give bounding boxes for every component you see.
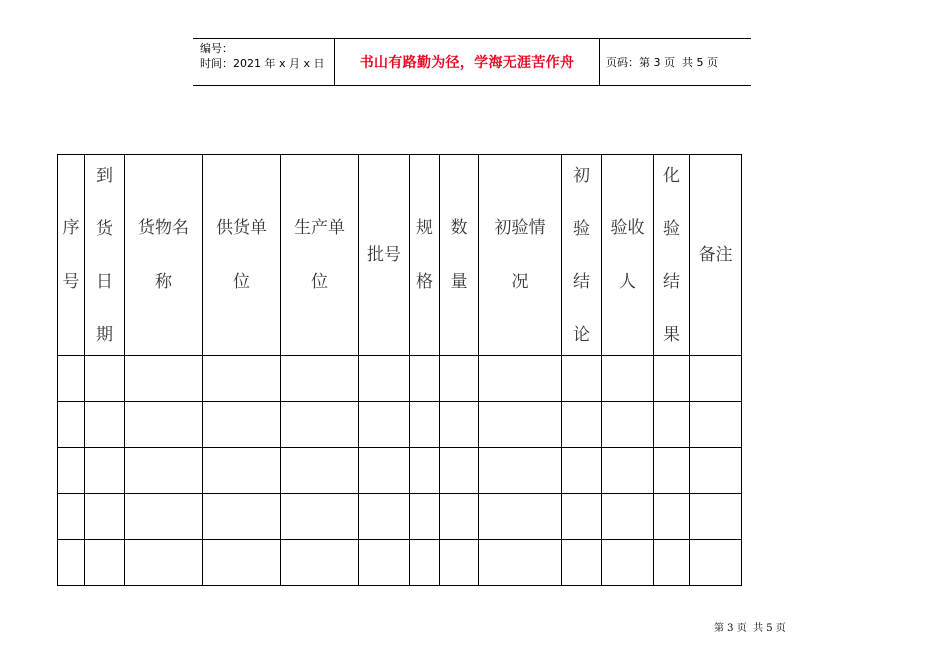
table-cell[interactable] (602, 448, 654, 494)
table-cell[interactable] (410, 356, 440, 402)
column-header-text: 备注 (698, 245, 733, 265)
column-header-text: 结 (663, 271, 680, 292)
goods-receipt-table (57, 154, 742, 586)
table-cell[interactable] (690, 402, 742, 448)
table-cell[interactable] (440, 494, 479, 540)
table-cell[interactable] (203, 540, 281, 586)
header-motto: 书山有路勤为径，学海无涯苦作舟 (359, 55, 575, 71)
table-cell[interactable] (690, 540, 742, 586)
table-cell[interactable] (281, 540, 359, 586)
table-cell[interactable] (562, 448, 602, 494)
table-cell[interactable] (654, 540, 690, 586)
table-cell[interactable] (562, 494, 602, 540)
serial-label: 编号： (200, 42, 233, 55)
column-header-text: 日 (96, 271, 113, 292)
column-header (203, 155, 281, 356)
table-cell[interactable] (281, 494, 359, 540)
table-cell[interactable] (125, 402, 203, 448)
table-cell[interactable] (125, 540, 203, 586)
header-divider (599, 39, 600, 85)
table-cell[interactable] (654, 356, 690, 402)
table-cell[interactable] (281, 402, 359, 448)
table-cell[interactable] (602, 494, 654, 540)
column-header-text: 验 (573, 218, 590, 239)
table-row (58, 356, 742, 402)
column-header-text: 人 (619, 272, 636, 292)
table-cell[interactable] (203, 494, 281, 540)
column-header (654, 155, 690, 356)
header-page-info: 页码：第 3 页 共 5 页 (606, 56, 718, 69)
column-header-text: 量 (450, 272, 468, 292)
table-cell[interactable] (58, 540, 85, 586)
table-cell[interactable] (359, 448, 410, 494)
table-cell[interactable] (359, 356, 410, 402)
column-header-text: 化 (663, 165, 680, 186)
table-cell[interactable] (203, 448, 281, 494)
table-cell[interactable] (602, 540, 654, 586)
column-header-text: 结 (573, 271, 590, 292)
column-header-text: 期 (96, 324, 113, 345)
table-row (58, 494, 742, 540)
table-cell[interactable] (654, 448, 690, 494)
table-cell[interactable] (562, 356, 602, 402)
table-cell[interactable] (359, 494, 410, 540)
table-cell[interactable] (562, 540, 602, 586)
page-header (193, 38, 751, 86)
table-cell[interactable] (58, 402, 85, 448)
column-header-text: 生产单 (294, 218, 345, 238)
table-cell[interactable] (125, 448, 203, 494)
table-cell[interactable] (281, 356, 359, 402)
table-cell[interactable] (440, 402, 479, 448)
column-header (359, 155, 410, 356)
header-meta (200, 41, 325, 71)
column-header (479, 155, 562, 356)
table-cell[interactable] (85, 356, 125, 402)
column-header (410, 155, 440, 356)
table-cell[interactable] (58, 494, 85, 540)
table-cell[interactable] (479, 540, 562, 586)
table-cell[interactable] (654, 402, 690, 448)
table-cell[interactable] (410, 540, 440, 586)
table-cell[interactable] (562, 402, 602, 448)
column-header (125, 155, 203, 356)
column-header-text: 位 (233, 272, 250, 292)
table-cell[interactable] (359, 540, 410, 586)
column-header-text: 初 (573, 165, 590, 186)
table-cell[interactable] (85, 402, 125, 448)
column-header-text: 验 (663, 218, 680, 239)
column-header-text: 位 (311, 272, 328, 292)
table-row (58, 540, 742, 586)
column-header (85, 155, 125, 356)
column-header-text: 况 (511, 272, 529, 292)
column-header-text: 称 (155, 272, 172, 292)
column-header (690, 155, 742, 356)
table-cell[interactable] (440, 448, 479, 494)
table-cell[interactable] (410, 494, 440, 540)
column-header-text: 论 (573, 324, 590, 345)
table-cell[interactable] (479, 494, 562, 540)
table-cell[interactable] (85, 448, 125, 494)
table-cell[interactable] (203, 402, 281, 448)
column-header (602, 155, 654, 356)
table-cell[interactable] (85, 494, 125, 540)
column-header-text: 验收 (610, 218, 645, 238)
table-cell[interactable] (602, 402, 654, 448)
table-cell[interactable] (690, 494, 742, 540)
column-header-text: 号 (62, 272, 80, 292)
column-header-text: 果 (663, 324, 680, 345)
column-header-text: 格 (416, 272, 433, 292)
column-header-text: 货 (96, 218, 113, 239)
footer-page-info: 第 3 页 共 5 页 (714, 623, 786, 634)
table-cell[interactable] (602, 356, 654, 402)
table-header-row (58, 155, 742, 356)
table-cell[interactable] (690, 448, 742, 494)
table-cell[interactable] (58, 448, 85, 494)
table-row (58, 402, 742, 448)
table-cell[interactable] (410, 402, 440, 448)
column-header (440, 155, 479, 356)
time-label: 时间：2021 年 x 月 x 日 (200, 57, 325, 70)
column-header (58, 155, 85, 356)
table-row (58, 448, 742, 494)
table-cell[interactable] (125, 494, 203, 540)
table-cell[interactable] (690, 356, 742, 402)
column-header-text: 批号 (367, 245, 401, 265)
table-cell[interactable] (410, 448, 440, 494)
table-cell[interactable] (479, 448, 562, 494)
table-cell[interactable] (654, 494, 690, 540)
column-header-text: 规 (416, 218, 433, 238)
column-header-text: 供货单 (216, 218, 267, 238)
table-cell[interactable] (479, 402, 562, 448)
column-header (281, 155, 359, 356)
table-cell[interactable] (125, 356, 203, 402)
column-header-text: 货物名 (138, 218, 189, 238)
column-header-text: 初验情 (494, 218, 546, 238)
table-cell[interactable] (203, 356, 281, 402)
column-header-text: 到 (96, 165, 113, 186)
table-cell[interactable] (479, 356, 562, 402)
column-header-text: 数 (450, 218, 468, 238)
table-cell[interactable] (281, 448, 359, 494)
table-cell[interactable] (440, 540, 479, 586)
column-header (562, 155, 602, 356)
column-header-text: 序 (62, 218, 80, 238)
table-cell[interactable] (58, 356, 85, 402)
table-cell[interactable] (85, 540, 125, 586)
table-cell[interactable] (359, 402, 410, 448)
table-cell[interactable] (440, 356, 479, 402)
